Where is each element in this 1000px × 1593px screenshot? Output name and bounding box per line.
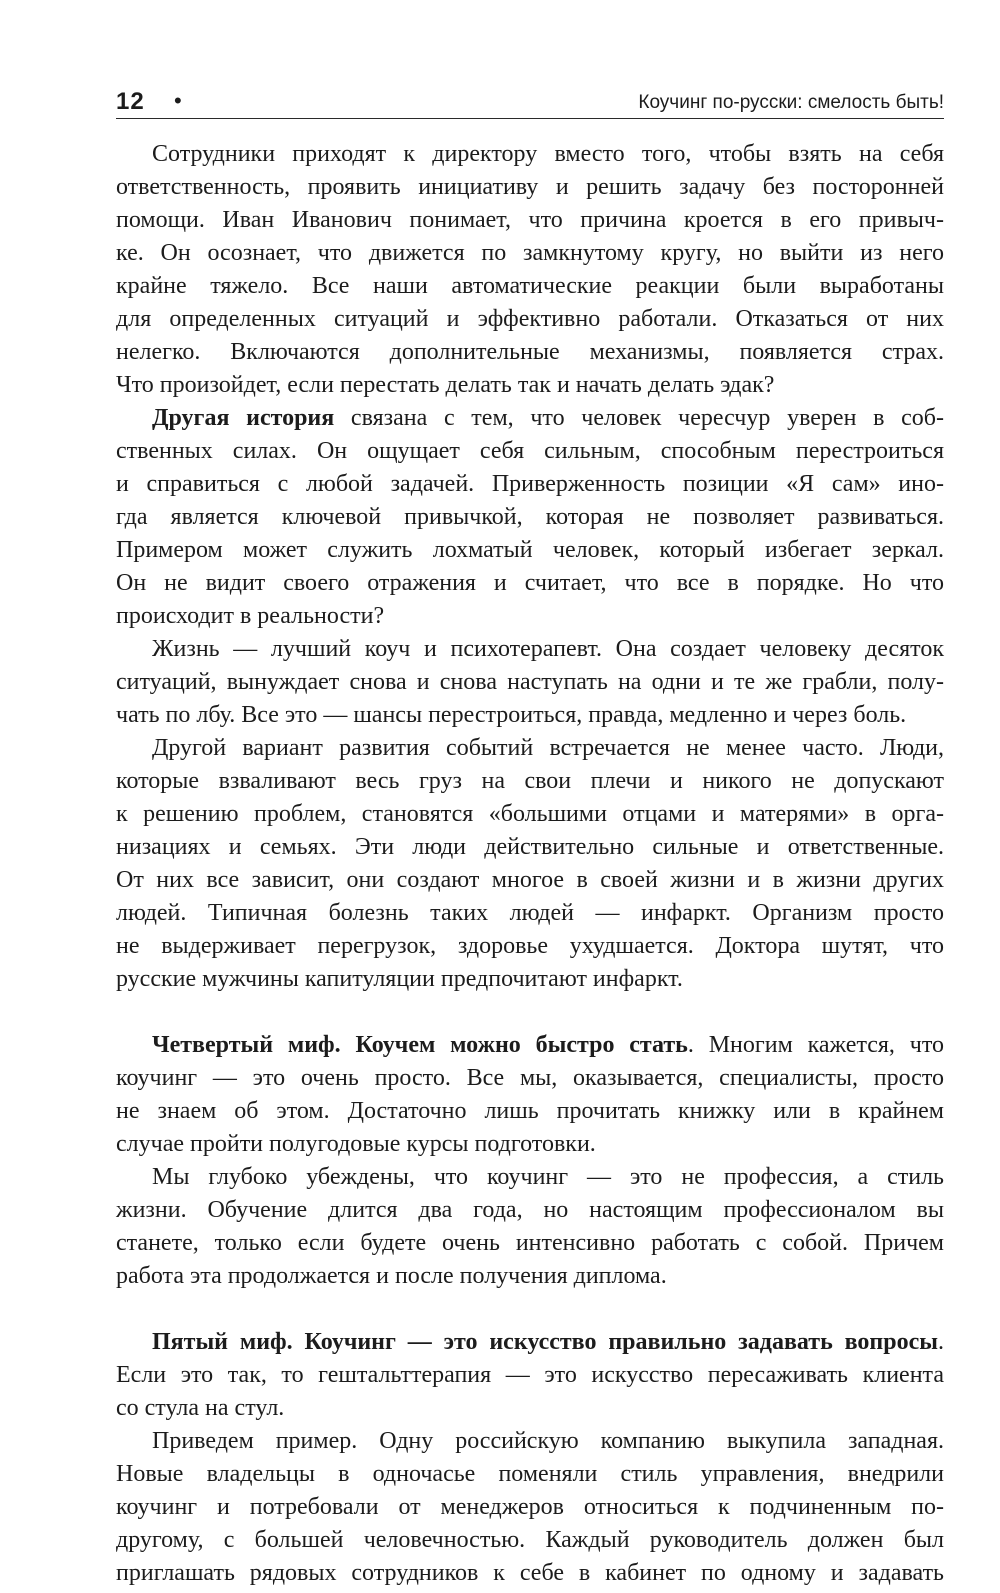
paragraph xyxy=(116,798,944,831)
text-line: От них все зависит, они создают многое в своей жизни и в жизни других xyxy=(116,867,944,893)
text-line: ственных силах. Он ощущает себя сильным, способным перестроиться xyxy=(116,438,944,464)
paragraph xyxy=(116,270,944,303)
text-line: . Многим кажется, что xyxy=(687,1032,944,1058)
running-title: Коучинг по-русски: смелость быть! xyxy=(638,92,944,113)
paragraph xyxy=(116,831,944,864)
text-line: Жизнь — лучший коуч и психотерапевт. Она создает человеку десяток xyxy=(152,636,944,662)
paragraph xyxy=(116,1029,944,1062)
paragraph xyxy=(116,1524,944,1557)
body-text xyxy=(116,138,944,1590)
paragraph xyxy=(116,1359,944,1392)
text-line: к решению проблем, становятся «большими отцами и матерями» в орга- xyxy=(116,801,944,827)
text-line: не выдерживает перегрузок, здоровье ухудшается. Доктора шутят, что xyxy=(116,933,944,959)
bold-lead: Другая история xyxy=(152,405,335,431)
paragraph xyxy=(116,1392,944,1425)
paragraph xyxy=(116,501,944,534)
text-line: происходит в реальности? xyxy=(116,603,385,629)
paragraph xyxy=(116,699,944,732)
text-line: людей. Типичная болезнь таких людей — инфаркт. Организм просто xyxy=(116,900,944,926)
paragraph xyxy=(116,171,944,204)
text-line: не знаем об этом. Достаточно лишь прочитать книжку или в крайнем xyxy=(116,1098,944,1124)
text-line: случае пройти полугодовые курсы подготовки. xyxy=(116,1131,596,1157)
paragraph xyxy=(116,1095,944,1128)
text-line: крайне тяжело. Все наши автоматические реакции были выработаны xyxy=(116,273,944,299)
text-line: ситуаций, вынуждает снова и снова наступать на одни и те же грабли, полу- xyxy=(116,669,944,695)
text-line: Новые владельцы в одночасье поменяли стиль управления, внедрили xyxy=(116,1461,944,1487)
text-line: для определенных ситуаций и эффективно работали. Отказаться от них xyxy=(116,306,944,332)
text-line: коучинг и потребовали от менеджеров относиться к подчиненным по- xyxy=(116,1494,944,1520)
paragraph xyxy=(116,600,944,633)
text-line: другому, с большей человечностью. Каждый руководитель должен был xyxy=(116,1527,944,1553)
paragraph xyxy=(116,402,944,435)
paragraph xyxy=(116,336,944,369)
paragraph xyxy=(116,468,944,501)
paragraph xyxy=(116,435,944,468)
paragraph xyxy=(116,1062,944,1095)
text-line: русские мужчины капитуляции предпочитают инфаркт. xyxy=(116,966,683,992)
text-line: приглашать рядовых сотрудников к себе в кабинет по одному и задавать xyxy=(116,1560,944,1586)
text-line: нелегко. Включаются дополнительные механизмы, появляется страх. xyxy=(116,339,944,365)
paragraph xyxy=(116,1260,944,1293)
paragraph xyxy=(116,1227,944,1260)
paragraph xyxy=(116,765,944,798)
text-line: гда является ключевой привычкой, которая не позволяет развиваться. xyxy=(116,504,944,530)
text-line: Он не видит своего отражения и считает, что все в порядке. Но что xyxy=(116,570,944,596)
paragraph xyxy=(116,864,944,897)
text-line: связана с тем, что человек чересчур уверен в соб- xyxy=(334,405,944,431)
text-line: работа эта продолжается и после получения диплома. xyxy=(116,1263,667,1289)
paragraph xyxy=(116,1161,944,1194)
paragraph xyxy=(116,1557,944,1590)
paragraph xyxy=(116,204,944,237)
section-heading: Пятый миф. Коучинг — это искусство правильно задавать вопросы xyxy=(152,1329,938,1355)
text-line: Примером может служить лохматый человек, который избегает зеркал. xyxy=(116,537,944,563)
text-line: жизни. Обучение длится два года, но настоящим профессионалом вы xyxy=(116,1197,944,1223)
paragraph xyxy=(116,930,944,963)
paragraph xyxy=(116,897,944,930)
text-line: Что произойдет, если перестать делать так и начать делать эдак? xyxy=(116,372,775,398)
paragraph xyxy=(116,303,944,336)
text-line: Если это так, то гештальттерапия — это искусство пересаживать клиента xyxy=(116,1362,944,1388)
text-line: Другой вариант развития событий встречается не менее часто. Люди, xyxy=(152,735,944,761)
paragraph xyxy=(116,534,944,567)
paragraph xyxy=(116,1425,944,1458)
paragraph xyxy=(116,732,944,765)
paragraph xyxy=(116,138,944,171)
text-line: чать по лбу. Все это — шансы перестроиться, правда, медленно и через боль. xyxy=(116,702,907,728)
paragraph xyxy=(116,1128,944,1161)
text-line: которые взваливают весь груз на свои плечи и никого не допускают xyxy=(116,768,944,794)
text-line: и справиться с любой задачей. Приверженность позиции «Я сам» ино- xyxy=(116,471,944,497)
text-line: станете, только если будете очень интенсивно работать с собой. Причем xyxy=(116,1230,944,1256)
paragraph xyxy=(116,633,944,666)
text-line: ответственность, проявить инициативу и решить задачу без посторонней xyxy=(116,174,944,200)
page-number: 12 xyxy=(116,88,145,115)
paragraph xyxy=(116,963,944,996)
text-line: Сотрудники приходят к директору вместо того, чтобы взять на себя xyxy=(152,141,944,167)
text-line: Приведем пример. Одну российскую компанию выкупила западная. xyxy=(152,1428,944,1454)
paragraph xyxy=(116,567,944,600)
text-line: низациях и семьях. Эти люди действительно сильные и ответственные. xyxy=(116,834,944,860)
paragraph xyxy=(116,237,944,270)
section-heading: Четвертый миф. Коучем можно быстро стать xyxy=(152,1032,688,1058)
header-bullet: • xyxy=(174,88,182,113)
page-header xyxy=(116,88,944,119)
text-line: со стула на стул. xyxy=(116,1395,285,1421)
text-line: Мы глубоко убеждены, что коучинг — это не профессия, а стиль xyxy=(152,1164,944,1190)
paragraph xyxy=(116,369,944,402)
paragraph xyxy=(116,1326,944,1359)
text-line: ке. Он осознает, что движется по замкнутому кругу, но выйти из него xyxy=(116,240,944,266)
paragraph xyxy=(116,1491,944,1524)
text-line: помощи. Иван Иванович понимает, что причина кроется в его привыч- xyxy=(116,207,944,233)
text-line: . xyxy=(938,1329,944,1355)
paragraph xyxy=(116,666,944,699)
paragraph xyxy=(116,1194,944,1227)
text-line: коучинг — это очень просто. Все мы, оказывается, специалисты, просто xyxy=(116,1065,944,1091)
paragraph xyxy=(116,1458,944,1491)
